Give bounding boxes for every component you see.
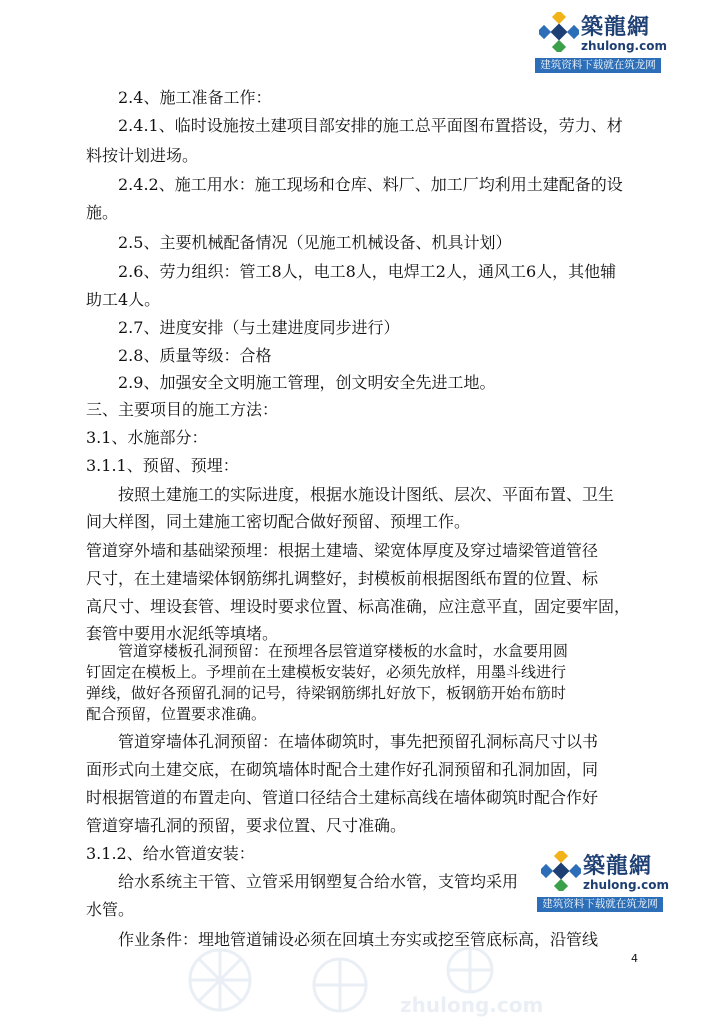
zhulong-logo-overlay: [537, 845, 669, 915]
text-line: 高尺寸、埋设套管、埋设时要求位置、标高准确，应注意平直，固定要牢固，: [86, 597, 631, 616]
text-line: 2.5、主要机械配备情况（见施工机械设备、机具计划）: [118, 233, 512, 252]
text-line: 按照土建施工的实际进度，根据水施设计图纸、层次、平面布置、卫生: [118, 485, 615, 504]
page-number: 4: [631, 952, 638, 965]
logo-title: 築龍網: [583, 853, 653, 879]
text-line: 给水系统主干管、立管采用钢塑复合给水管，支管均采用: [118, 872, 519, 891]
text-line: 间大样图，同土建施工密切配合做好预留、预埋工作。: [86, 512, 471, 531]
text-line: 面形式向土建交底，在砌筑墙体时配合土建作好孔洞预留和孔洞加固，同: [86, 760, 599, 779]
text-line: 钉固定在模板上。予埋前在土建模板安装好，必须先放样，用墨斗线进行: [86, 663, 567, 681]
text-line: 2.6、劳力组织：管工8人，电工8人，电焊工2人，通风工6人，其他辅: [118, 262, 617, 281]
logo-slogan: 建筑资料下载就在筑龙网: [537, 897, 663, 912]
text-line: 弹线，做好各预留孔洞的记号，待梁钢筋绑扎好放下，板钢筋开始布筋时: [86, 684, 567, 702]
text-line: 施。: [86, 203, 119, 222]
text-line: 管道穿墙孔洞的预留，要求位置、尺寸准确。: [86, 816, 407, 835]
text-line: 料按计划进场。: [86, 146, 199, 165]
text-line: 套管中要用水泥纸等填堵。: [86, 624, 279, 643]
subsection-heading: 3.1、水施部分：: [86, 428, 208, 447]
text-line: 管道穿墙体孔洞预留：在墙体砌筑时，事先把预留孔洞标高尺寸以书: [118, 732, 599, 751]
snowflake-logo-icon: [541, 851, 581, 891]
zhulong-logo-top: [535, 6, 667, 76]
text-line: 2.4.1、临时设施按土建项目部安排的施工总平面图布置搭设，劳力、材: [118, 116, 623, 135]
text-line: 2.4.2、施工用水：施工现场和仓库、料厂、加工厂均利用土建配备的设: [118, 175, 623, 194]
text-line: 2.8、质量等级：合格: [118, 346, 272, 365]
text-line: 水管。: [86, 900, 135, 919]
watermark-text: zhulong.com: [400, 993, 544, 1017]
text-line: 2.9、加强安全文明施工管理，创文明安全先进工地。: [118, 373, 496, 392]
text-line: 尺寸，在土建墙梁体钢筋绑扎调整好，封模板前根据图纸布置的位置、标: [86, 569, 599, 588]
text-line: 管道穿外墙和基础梁预埋：根据土建墙、梁宽体厚度及穿过墙梁管道管径: [86, 541, 599, 560]
text-line: 作业条件：埋地管道铺设必须在回填土夯实或挖至管底标高，沿管线: [118, 930, 599, 949]
text-line: 时根据管道的布置走向、管道口径结合土建标高线在墙体砌筑时配合作好: [86, 788, 599, 807]
snowflake-logo-icon: [539, 12, 579, 52]
text-line: 管道穿楼板孔洞预留：在预埋各层管道穿楼板的水盒时，水盒要用圆: [118, 642, 569, 660]
watermark: [170, 935, 590, 1025]
logo-domain: zhulong.com: [581, 39, 667, 53]
subsection-heading: 3.1.1、预留、预埋：: [86, 456, 239, 475]
text-line: 配合预留，位置要求准确。: [86, 705, 267, 723]
text-line: 2.4、施工准备工作：: [118, 88, 272, 107]
logo-domain: zhulong.com: [583, 878, 669, 892]
logo-slogan: 建筑资料下载就在筑龙网: [535, 58, 661, 73]
text-line: 2.7、进度安排（与土建进度同步进行）: [118, 318, 400, 337]
subsection-heading: 3.1.2、给水管道安装：: [86, 844, 255, 863]
section-heading: 三、主要项目的施工方法：: [86, 400, 279, 419]
text-line: 助工4人。: [86, 290, 161, 309]
logo-title: 築龍網: [581, 14, 651, 40]
